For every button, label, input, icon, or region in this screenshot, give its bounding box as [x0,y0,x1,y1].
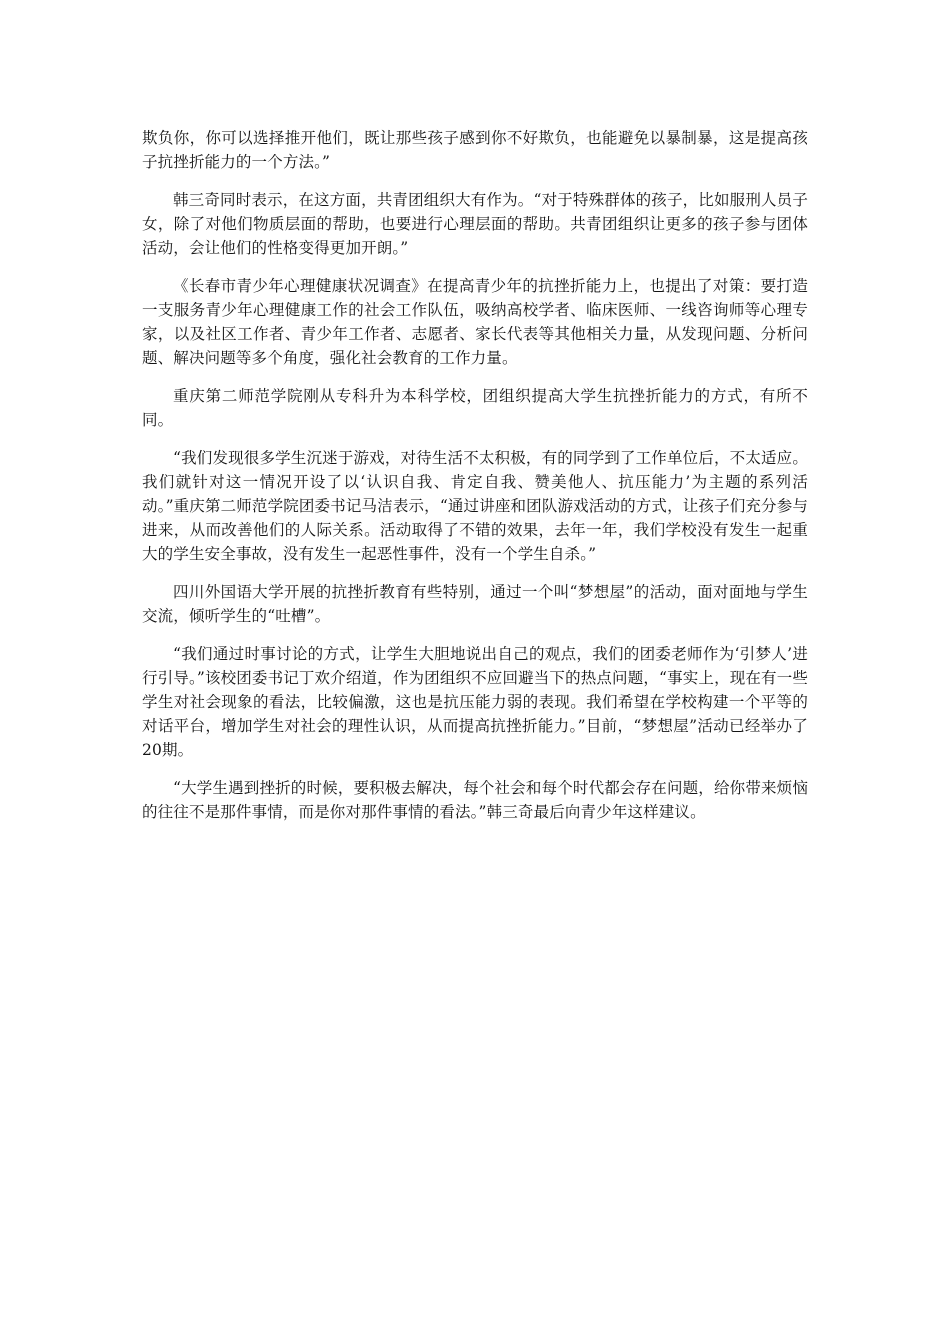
paragraph-3: 《长春市青少年心理健康状况调查》在提高青少年的抗挫折能力上，也提出了对策：要打造一支服务青少年心理健康工作的社会工作队伍，吸纳高校学者、临床医师、一线咨询师等心理专家，以及社区工作者、青少年工作者、志愿者、家长代表等其他相关力量，从发现问题、分析问题、解决问题等多个角度，强化社会教育的工作力量。 [142,277,808,367]
paragraph-5: “我们发现很多学生沉迷于游戏，对待生活不太积极，有的同学到了工作单位后，不太适应。我们就针对这一情况开设了以‘认识自我、肯定自我、赞美他人、抗压能力’为主题的系列活动。”重庆第二师范学院团委书记马洁表示，“通过讲座和团队游戏活动的方式，让孩子们充分参与进来，从而改善他们的人际关系。活动取得了不错的效果，去年一年，我们学校没有发生一起重大的学生安全事故，没有发生一起恶性事件，没有一个学生自杀。” [142,449,808,563]
paragraph-7: “我们通过时事讨论的方式，让学生大胆地说出自己的观点，我们的团委老师作为‘引梦人’进行引导。”该校团委书记丁欢介绍道，作为团组织不应回避当下的热点问题，“事实上，现在有一些学生对社会现象的看法，比较偏激，这也是抗压能力弱的表现。我们希望在学校构建一个平等的对话平台，增加学生对社会的理性认识，从而提高抗挫折能力。”目前，“梦想屋”活动已经举办了20期。 [142,645,808,759]
document-page [142,126,808,838]
paragraph-1: 欺负你，你可以选择推开他们，既让那些孩子感到你不好欺负，也能避免以暴制暴，这是提高孩子抗挫折能力的一个方法。” [142,129,808,171]
paragraph-2: 韩三奇同时表示，在这方面，共青团组织大有作为。“对于特殊群体的孩子，比如服刑人员子女，除了对他们物质层面的帮助，也要进行心理层面的帮助。共青团组织让更多的孩子参与团体活动，会让他们的性格变得更加开朗。” [142,191,808,257]
paragraph-8: “大学生遇到挫折的时候，要积极去解决，每个社会和每个时代都会存在问题，给你带来烦恼的往往不是那件事情，而是你对那件事情的看法。”韩三奇最后向青少年这样建议。 [142,779,808,821]
paragraph-6: 四川外国语大学开展的抗挫折教育有些特别，通过一个叫“梦想屋”的活动，面对面地与学生交流，倾听学生的“吐槽”。 [142,583,808,625]
paragraph-4: 重庆第二师范学院刚从专科升为本科学校，团组织提高大学生抗挫折能力的方式，有所不同。 [142,387,808,429]
